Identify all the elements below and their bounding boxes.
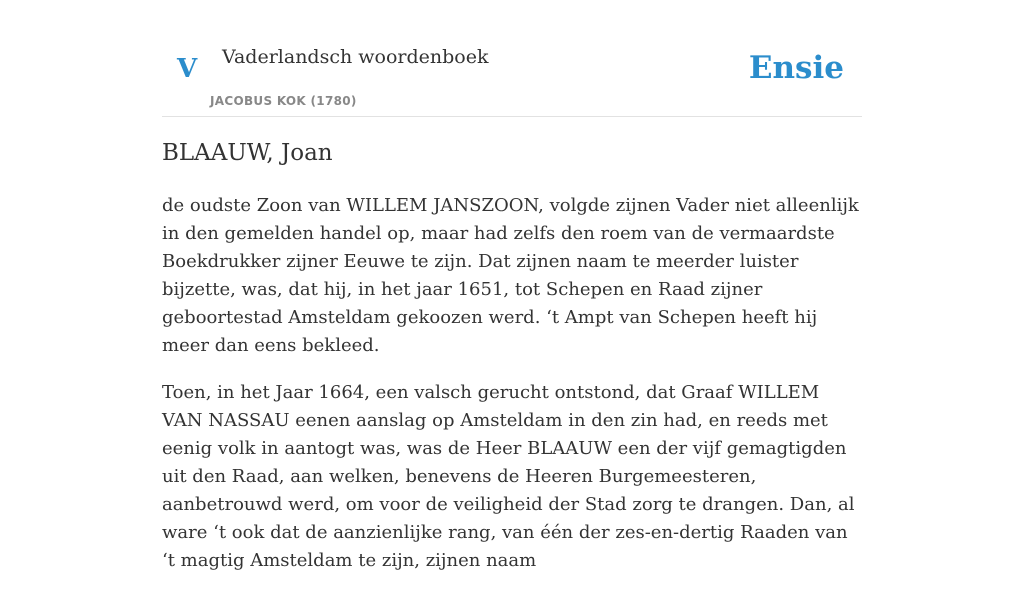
entry-paragraph: de oudste Zoon van WILLEM JANSZOON, volgde zijnen Vader niet alleenlijk in den gemelden handel op, maar had zelfs den roem van de vermaardste Boekdrukker zijner Eeuwe te zijn. Dat zijnen naam te meerder luister bijzette, was, dat hij, in het jaar 1651, tot Schepen en Raad zijner geboortestad Amsteldam gekoozen werd. ‘t Ampt van Schepen heeft hij meer dan eens bekleed.: [162, 195, 859, 356]
ensie-logo-link[interactable]: Ensie: [748, 50, 844, 86]
book-title-link[interactable]: Vaderlandsch woordenboek: [222, 46, 489, 68]
book-author: JACOBUS KOK (1780): [210, 94, 357, 108]
entry-paragraph: Toen, in het Jaar 1664, een valsch gerucht ontstond, dat Graaf WILLEM VAN NASSAU eenen aanslag op Amsteldam in den zin had, en reeds met eenig volk in aantogt was, was de Heer BLAAUW een der vijf gemagtigden uit den Raad, aan welken, benevens de Heeren Burgemeesteren, aanbetrouwd werd, om voor de veiligheid der Stad zorg te drangen. Dan, al ware ‘t ook dat de aanzienlijke rang, van één der zes-en-dertig Raaden van ‘t magtig Amsteldam te zijn, zijnen naam: [162, 382, 855, 571]
book-letter-badge[interactable]: V: [177, 54, 198, 84]
entry-title: BLAAUW, Joan: [162, 140, 333, 166]
page-header: [162, 0, 862, 117]
page: [162, 0, 862, 571]
entry-content: [162, 192, 862, 594]
